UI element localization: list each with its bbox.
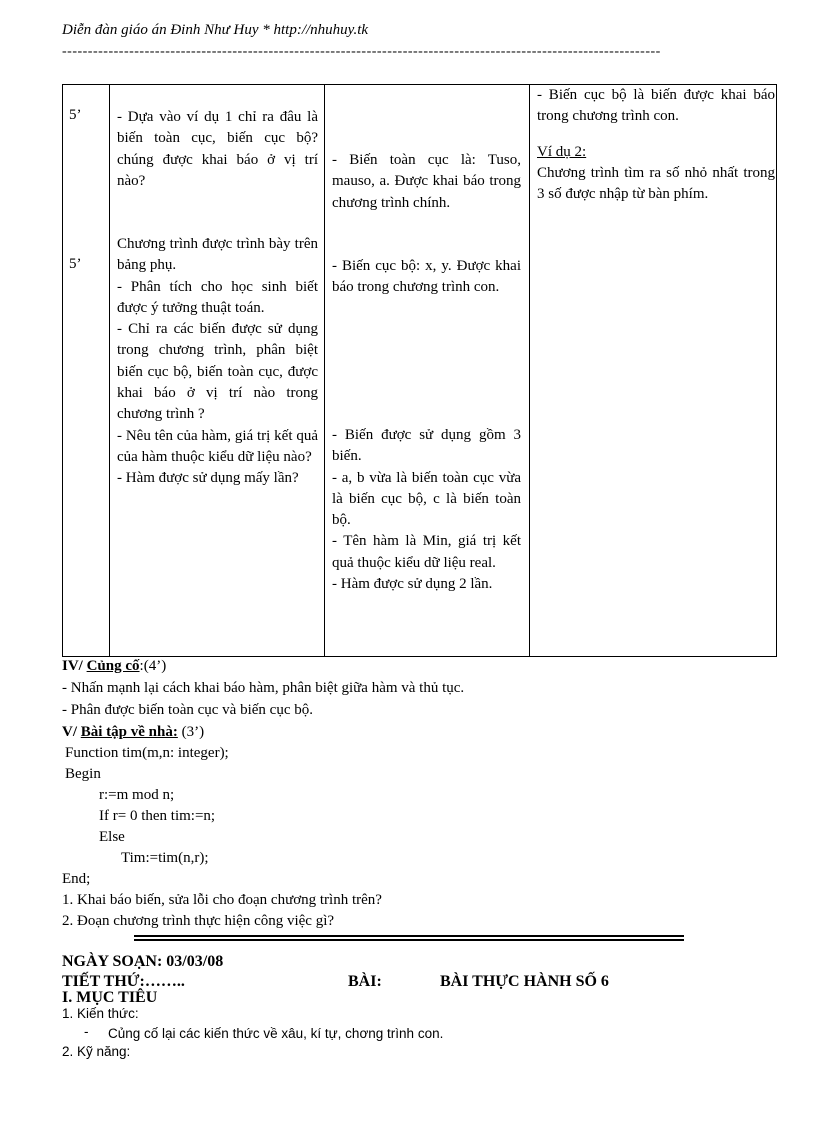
code-line: End; bbox=[62, 871, 91, 887]
row1-time: 5’ bbox=[69, 107, 82, 123]
example-text: Chương trình tìm ra số nhỏ nhất trong 3 số được nhập từ bàn phím. bbox=[537, 164, 775, 203]
objectives-heading: I. MỤC TIÊU bbox=[62, 989, 158, 1006]
code-line: If r= 0 then tim:=n; bbox=[99, 808, 216, 824]
double-rule-bottom bbox=[134, 939, 684, 941]
teacher-line: Chương trình được trình bày trên bảng phụ. bbox=[117, 236, 318, 274]
code-line: Function tim(m,n: integer); bbox=[65, 745, 229, 761]
teacher-line: - Hàm được sử dụng mấy lần? bbox=[117, 470, 299, 487]
content-cell bbox=[537, 85, 775, 205]
lesson-table bbox=[62, 84, 777, 657]
knowledge-heading: 1. Kiến thức: bbox=[62, 1006, 139, 1021]
code-line: Tim:=tim(n,r); bbox=[121, 850, 209, 866]
section4-title: Củng cố bbox=[86, 658, 140, 674]
teacher-line: - Nêu tên của hàm, giá trị kết quả của hàm thuộc kiểu dữ liệu nào? bbox=[117, 427, 318, 465]
section5-heading bbox=[62, 724, 204, 741]
section5-number: V/ bbox=[62, 724, 77, 740]
lesson-label: BÀI: bbox=[348, 973, 382, 990]
date-label: NGÀY SOẠN: 03/03/08 bbox=[62, 953, 224, 970]
section4-item: - Nhấn mạnh lại cách khai báo hàm, phân biệt giữa hàm và thủ tục. bbox=[62, 680, 465, 696]
student-column bbox=[325, 85, 530, 657]
student-line: - Biến được sử dụng gồm 3 biến. bbox=[332, 427, 521, 465]
double-rule-top bbox=[134, 935, 684, 937]
homework-question: 1. Khai báo biến, sửa lỗi cho đoạn chương trình trên? bbox=[62, 892, 382, 908]
row2-student-activity-a: - Biến cục bộ: x, y. Được khai báo trong chương trình con. bbox=[332, 258, 521, 296]
content-line: - Biến cục bộ là biến được khai báo trong chương trình con. bbox=[537, 87, 775, 125]
row2-student-activity-b bbox=[332, 425, 521, 595]
lesson-title: BÀI THỰC HÀNH SỐ 6 bbox=[440, 973, 609, 990]
time-column bbox=[63, 85, 110, 657]
section5-time: (3’) bbox=[177, 724, 205, 740]
content-column bbox=[530, 85, 777, 657]
header-divider: -------------------------------------------------------------------------------------------------------------------- bbox=[62, 44, 661, 59]
period-label: TIẾT THỨ:…….. bbox=[62, 973, 185, 990]
row2-teacher-activity bbox=[117, 234, 318, 490]
section4-time: :(4’) bbox=[139, 658, 167, 674]
code-line: Else bbox=[99, 829, 125, 845]
student-line: - Hàm được sử dụng 2 lần. bbox=[332, 576, 493, 593]
example-label: Ví dụ 2: bbox=[537, 143, 587, 160]
teacher-line: - Chỉ ra các biến được sử dụng trong chương trình, phân biệt biến cục bộ, biến toàn cục, được khai báo ở vị trí nào trong chương trình ? bbox=[117, 321, 318, 423]
teacher-column bbox=[110, 85, 325, 657]
row1-teacher-activity: - Dựa vào ví dụ 1 chỉ ra đâu là biến toàn cục, biến cục bộ? chúng được khai báo ở vị trí nào? bbox=[117, 109, 318, 189]
knowledge-item: Củng cố lại các kiến thức về xâu, kí tự, chơng trình con. bbox=[108, 1026, 444, 1041]
section5-title: Bài tập về nhà: bbox=[80, 724, 178, 740]
row1-student-activity: - Biến toàn cục là: Tuso, mauso, a. Được khai báo trong chương trình chính. bbox=[332, 152, 521, 211]
skills-heading: 2. Kỹ năng: bbox=[62, 1044, 131, 1059]
student-line: - a, b vừa là biến toàn cục vừa là biến cục bộ, c là biến toàn bộ. bbox=[332, 469, 521, 529]
section4-number: IV/ bbox=[62, 658, 83, 674]
teacher-line: - Phân tích cho học sinh biết được ý tưởng thuật toán. bbox=[117, 278, 318, 316]
section4-item: - Phân được biến toàn cục và biến cục bộ. bbox=[62, 702, 313, 718]
code-line: Begin bbox=[65, 766, 101, 782]
row2-time: 5’ bbox=[69, 256, 82, 272]
section4-heading bbox=[62, 658, 166, 675]
page-header: Diễn đàn giáo án Đinh Như Huy * http://nhuhuy.tk bbox=[62, 22, 369, 38]
code-line: r:=m mod n; bbox=[99, 787, 175, 803]
student-line: - Tên hàm là Min, giá trị kết quả thuộc kiểu dữ liệu real. bbox=[332, 533, 521, 571]
homework-question: 2. Đoạn chương trình thực hiện công việc gì? bbox=[62, 913, 335, 929]
bullet-dash: - bbox=[84, 1024, 89, 1039]
